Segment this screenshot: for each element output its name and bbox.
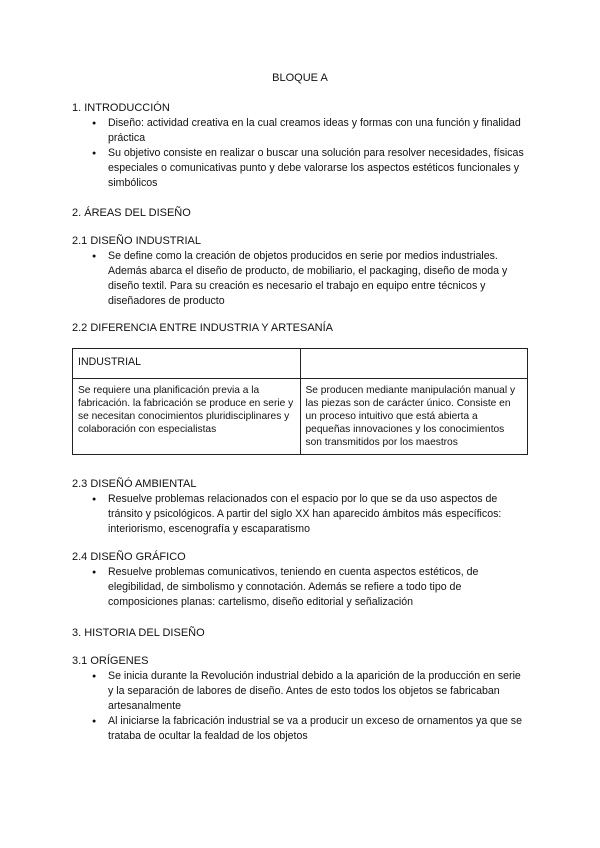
- heading-historia: 3. HISTORIA DEL DISEÑO: [72, 627, 205, 639]
- list-item: ● Se define como la creación de objetos producidos en serie por medios industriales. Además abarca el diseño de producto, de mobiliario, el packaging, diseño de moda y diseño textil. Para su creación es necesario el trabajo en equipo entre técnicos y diseñadores de producto: [108, 249, 528, 309]
- table-cell: Se requiere una planificación previa a la fabricación. la fabricación se produce en serie y se necesitan conocimientos pluridisciplinares y colaboración con especialistas: [73, 379, 301, 455]
- list-item: ● Diseño: actividad creativa en la cual creamos ideas y formas con una función y finalidad práctica: [108, 116, 528, 146]
- table-header-row: [73, 349, 528, 379]
- heading-origenes: 3.1 ORÍGENES: [72, 655, 149, 667]
- document-title: BLOQUE A: [272, 72, 328, 84]
- list-item: ● Resuelve problemas comunicativos, teniendo en cuenta aspectos estéticos, de elegibilidad, de simbolismo y connotación. Además se refiere a todo tipo de composiciones planas: cartelismo, diseño editorial y señalización: [108, 565, 528, 610]
- list-industrial: [108, 249, 528, 309]
- list-item: ● Al iniciarse la fabricación industrial se va a producir un exceso de ornamentos ya que se trataba de ocultar la fealdad de los objetos: [108, 714, 528, 744]
- table-row: [73, 379, 528, 455]
- list-origenes: [108, 669, 528, 744]
- table-header-cell: INDUSTRIAL: [73, 349, 301, 379]
- list-ambiental: [108, 492, 528, 537]
- list-item: ● Resuelve problemas relacionados con el espacio por lo que se da uso aspectos de tránsito y psicológicos. A partir del siglo XX han aparecido ámbitos más específicos: interiorismo, escenografía y escaparatismo: [108, 492, 528, 537]
- heading-introduccion: 1. INTRODUCCIÓN: [72, 102, 170, 114]
- list-grafico: [108, 565, 528, 610]
- heading-industrial: 2.1 DISEÑO INDUSTRIAL: [72, 235, 201, 247]
- heading-areas: 2. ÁREAS DEL DISEÑO: [72, 207, 191, 219]
- list-introduccion: [108, 116, 528, 191]
- heading-diferencia: 2.2 DIFERENCIA ENTRE INDUSTRIA Y ARTESANÍA: [72, 322, 334, 334]
- list-item: ● Se inicia durante la Revolución industrial debido a la aparición de la producción en serie y la separación de labores de diseño. Antes de esto todos los objetos se fabricaban artesanalmente: [108, 669, 528, 714]
- heading-grafico: 2.4 DISEÑO GRÁFICO: [72, 551, 186, 563]
- comparison-table: [72, 348, 528, 455]
- heading-ambiental: 2.3 DISEÑÓ AMBIENTAL: [72, 478, 197, 490]
- list-item: ● Su objetivo consiste en realizar o buscar una solución para resolver necesidades, físicas especiales o comunicativas punto y debe valorarse los aspectos estéticos funcionales y simbólicos: [108, 146, 528, 191]
- table-cell: Se producen mediante manipulación manual y las piezas son de carácter único. Consiste en un proceso intuitivo que está abierta a pequeñas innovaciones y los conocimientos son transmitidos por los maestros: [300, 379, 528, 455]
- table-header-cell: [300, 349, 528, 379]
